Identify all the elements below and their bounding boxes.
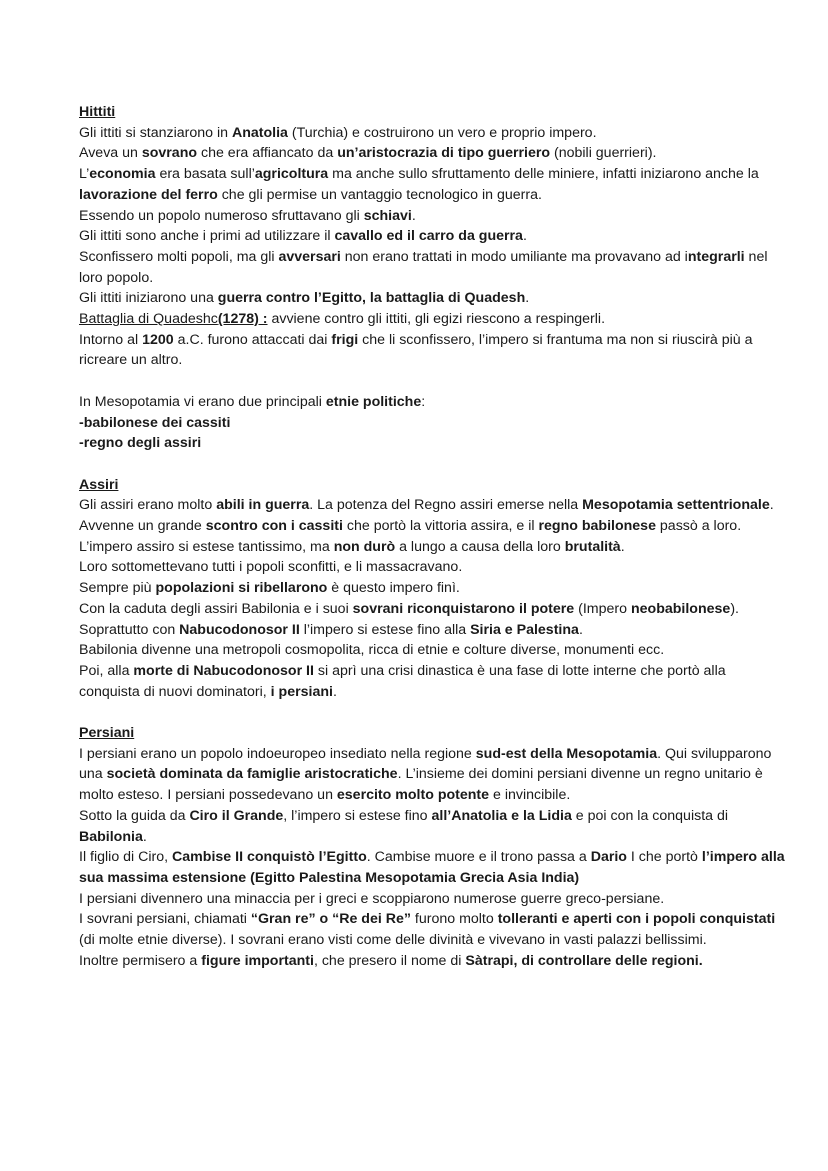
paragraph-line (79, 413, 788, 434)
bold-text: i persiani (270, 683, 333, 700)
text-run: (nobili guerrieri). (550, 145, 657, 162)
bold-text: Cambise II conquistò l’Egitto (172, 849, 367, 866)
paragraph-line (79, 164, 788, 205)
paragraph-line (79, 433, 788, 454)
bold-text: Mesopotamia settentrionale (582, 497, 770, 514)
text-run: Gli ittiti iniziarono una (79, 290, 218, 307)
text-run: . (142, 828, 147, 845)
text-run: . La potenza del Regno assiri emerse nella (309, 497, 583, 514)
text-run: Gli ittiti si stanziarono in (79, 124, 232, 141)
bold-text: frigi (331, 331, 359, 348)
paragraph-line (79, 744, 788, 806)
text-run: che portò la vittoria assira, e il (342, 518, 539, 535)
bold-text: esercito molto potente (336, 787, 490, 804)
bold-text: schiavi (363, 207, 412, 224)
text-run: . (411, 207, 416, 224)
paragraph-line (79, 288, 788, 309)
section (79, 392, 788, 454)
paragraph-line (79, 951, 788, 972)
section (79, 723, 788, 971)
text-run: Intorno al (79, 331, 143, 348)
paragraph-line (79, 392, 788, 413)
text-run: I sovrani persiani, chiamati (79, 911, 251, 928)
paragraph-line (79, 847, 788, 888)
text-run: nel loro popolo. (79, 248, 768, 286)
bold-text: scontro con i cassiti (205, 518, 343, 535)
bold-text: società dominata da famiglie aristocratiche (106, 766, 398, 783)
text-run: . (578, 621, 583, 638)
text-run: era basata sull’ (155, 166, 255, 183)
section-heading: Assiri (79, 476, 119, 493)
text-run: . Qui svilupparono una (79, 745, 772, 783)
text-run: . (522, 228, 527, 245)
bold-text: l’impero alla sua massima estensione (Egitto Palestina Mesopotamia Grecia Asia India) (79, 849, 785, 886)
text-run: . L’insieme dei domini persiani divenne un regno unitario è molto esteso. I persiani possedevano un (79, 766, 763, 804)
paragraph-line (79, 537, 788, 558)
section (79, 102, 788, 371)
text-run: . (332, 683, 337, 700)
paragraph-line (79, 206, 788, 227)
text-run: , che presero il nome di (313, 952, 466, 969)
text-run: . Cambise muore e il trono passa a (366, 849, 591, 866)
text-run: ). (730, 600, 739, 617)
bold-text: avversari (278, 248, 341, 265)
bold-text: -babilonese dei cassiti (79, 414, 231, 431)
text-run: Babilonia divenne una metropoli cosmopolita, ricca di etnie e colture diverse, monumenti ecc. (79, 642, 665, 659)
bold-text: un’aristocrazia di tipo guerriero (337, 145, 551, 162)
bold-text: all’Anatolia e la Lidia (431, 807, 572, 824)
text-run: , l’impero si estese fino (283, 807, 432, 824)
paragraph-line (79, 806, 788, 847)
bold-text: brutalità (564, 538, 621, 555)
bold-text: Nabucodonosor II (179, 621, 300, 638)
bold-text: regno babilonese (538, 518, 656, 535)
text-run: Soprattutto con (79, 621, 180, 638)
bold-text: popolazioni si ribellarono (155, 580, 328, 597)
text-run: Poi, alla (79, 662, 134, 679)
bold-text: -regno degli assiri (79, 435, 202, 452)
text-run: Battaglia di Quadeshc (79, 311, 218, 328)
text-run: I persiani erano un popolo indoeuropeo insediato nella regione (79, 745, 476, 762)
paragraph-line (79, 909, 788, 950)
text-run: è questo impero finì. (327, 580, 460, 597)
bold-text: Siria e Palestina (470, 621, 579, 638)
text-run: Il figlio di Ciro, (79, 849, 173, 866)
bold-text: “Gran re” o “Re dei Re” (250, 911, 411, 928)
bold-text: ntegrarli (687, 248, 745, 265)
bold-text: lavorazione del ferro (79, 186, 218, 203)
bold-text: 1200 (142, 331, 174, 348)
text-run: Essendo un popolo numeroso sfruttavano gli (79, 207, 364, 224)
text-run: I persiani divennero una minaccia per i greci e scoppiarono numerose guerre greco-persiane. (79, 890, 665, 907)
text-run: Aveva un (79, 145, 142, 162)
paragraph-line (79, 889, 788, 910)
text-run: passò a loro. (655, 518, 742, 535)
text-run: a lungo a causa della loro (395, 538, 565, 555)
bold-text: morte di Nabucodonosor II (133, 662, 314, 679)
text-run: : (421, 393, 426, 410)
paragraph-line (79, 578, 788, 599)
bold-text: figure importanti (201, 952, 314, 969)
paragraph-line (79, 640, 788, 661)
text-run: avviene contro gli ittiti, gli egizi riescono a respingerli. (267, 311, 606, 328)
paragraph-line (79, 330, 788, 371)
paragraph-line (79, 495, 788, 516)
section-heading: Persiani (79, 725, 135, 742)
bold-text: agricoltura (254, 166, 329, 183)
section-heading: Hittiti (79, 104, 116, 120)
bold-text: Sàtrapi, di controllare delle regioni. (465, 952, 703, 969)
text-run: e poi con la conquista di (571, 807, 729, 824)
text-run: . (769, 497, 774, 514)
text-run: ma anche sullo sfruttamento delle miniere, infatti iniziarono anche la (328, 166, 759, 183)
text-run: I che portò (626, 849, 702, 866)
bold-text: guerra contro l’Egitto, la battaglia di Quadesh (217, 290, 526, 307)
text-run: L’ (79, 166, 90, 183)
bold-text: sud-est della Mesopotamia (475, 745, 658, 762)
text-run: l’impero si estese fino alla (299, 621, 471, 638)
text-run: si aprì una crisi dinastica è una fase di lotte interne che portò alla conquista di nuovi dominatori, (79, 662, 726, 700)
bold-text: cavallo ed il carro da guerra (334, 228, 523, 245)
paragraph-line (79, 661, 788, 702)
text-run: (Turchia) e costruirono un vero e proprio impero. (287, 124, 597, 141)
text-run: In Mesopotamia vi erano due principali (79, 393, 326, 410)
paragraph-line (79, 620, 788, 641)
text-run: a.C. furono attaccati dai (173, 331, 332, 348)
bold-text: sovrano (141, 145, 198, 162)
bold-text: (1278) : (217, 311, 268, 328)
bold-text: etnie politiche (325, 393, 422, 410)
bold-text: Babilonia (79, 828, 143, 845)
text-run: L’impero assiro si estese tantissimo, ma (79, 538, 334, 555)
text-run: Loro sottomettevano tutti i popoli sconfitti, e li massacravano. (79, 559, 463, 576)
bold-text: Anatolia (231, 124, 288, 141)
text-run: (di molte etnie diverse). I sovrani erano visti come delle divinità e vivevano in vasti palazzi bellissimi. (79, 932, 707, 949)
text-run: che gli permise un vantaggio tecnologico in guerra. (217, 186, 542, 203)
text-run: Inoltre permisero a (79, 952, 202, 969)
text-run: Avvenne un grande (79, 518, 206, 535)
text-run: Sconfissero molti popoli, ma gli (79, 248, 279, 265)
text-run: non erano trattati in modo umiliante ma provavano ad i (340, 248, 688, 265)
paragraph-line (79, 599, 788, 620)
text-run: . (620, 538, 625, 555)
paragraph-line (79, 143, 788, 164)
text-run: che li sconfissero, l’impero si frantuma ma non si riuscirà più a ricreare un altro. (79, 331, 753, 369)
paragraph-line (79, 123, 788, 144)
bold-text: sovrani riconquistarono il potere (352, 600, 575, 617)
paragraph-line (79, 226, 788, 247)
paragraph-line (79, 247, 788, 288)
bold-text: economia (89, 166, 156, 183)
paragraph-line (79, 309, 788, 330)
bold-text: tolleranti e aperti con i popoli conquistati (497, 911, 776, 928)
bold-text: Dario (590, 849, 627, 866)
text-run: Sempre più (79, 580, 156, 597)
text-run: che era affiancato da (197, 145, 338, 162)
text-run: Con la caduta degli assiri Babilonia e i suoi (79, 600, 353, 617)
section (79, 475, 788, 703)
bold-text: neobabilonese (630, 600, 731, 617)
text-run: (Impero (574, 600, 631, 617)
text-run: . (525, 290, 530, 307)
paragraph-line (79, 516, 788, 537)
paragraph-line (79, 557, 788, 578)
bold-text: abili in guerra (216, 497, 310, 514)
text-run: e invincibile. (489, 787, 571, 804)
bold-text: Ciro il Grande (189, 807, 284, 824)
bold-text: non durò (333, 538, 396, 555)
text-run: Gli assiri erano molto (79, 497, 217, 514)
text-run: Sotto la guida da (79, 807, 190, 824)
text-run: Gli ittiti sono anche i primi ad utilizzare il (79, 228, 335, 245)
text-run: furono molto (410, 911, 498, 928)
